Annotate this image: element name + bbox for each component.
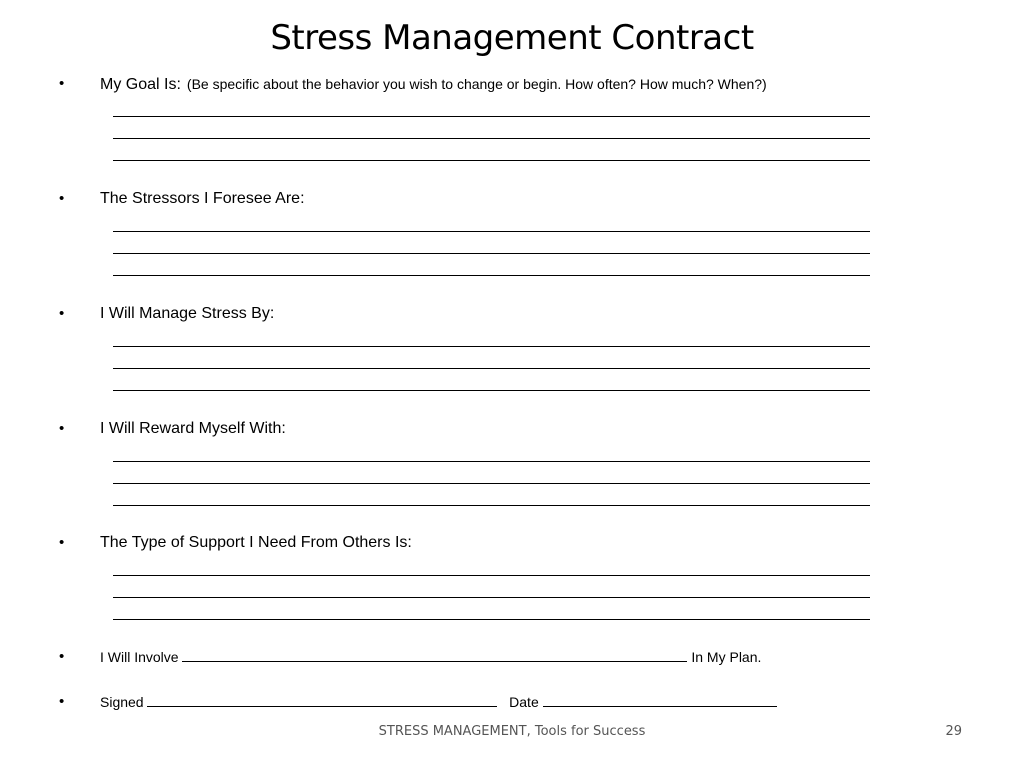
goal-hint: (Be specific about the behavior you wish to change or begin. How often? How much? When?) [186, 76, 767, 92]
support-write-line-2[interactable] [113, 597, 870, 598]
support-write-line-1[interactable] [113, 575, 870, 576]
reward-write-line-1[interactable] [113, 461, 870, 462]
manage-stress-write-line-3[interactable] [113, 390, 870, 391]
support-label: The Type of Support I Need From Others Is: [100, 534, 412, 551]
signed-row [100, 693, 777, 711]
date-label: Date [509, 694, 539, 710]
page-title: Stress Management Contract [270, 18, 754, 58]
bullet: • [59, 305, 65, 322]
reward-write-line-2[interactable] [113, 483, 870, 484]
support-write-line-3[interactable] [113, 619, 870, 620]
stressors-write-line-3[interactable] [113, 275, 870, 276]
manage-stress-label: I Will Manage Stress By: [100, 305, 275, 322]
manage-stress-write-line-2[interactable] [113, 368, 870, 369]
bullet: • [59, 693, 65, 710]
goal-write-line-2[interactable] [113, 138, 870, 139]
bullet: • [59, 75, 65, 92]
signature-blank[interactable] [147, 693, 497, 707]
stressors-write-line-2[interactable] [113, 253, 870, 254]
footer-text: STRESS MANAGEMENT, Tools for Success [378, 724, 646, 739]
involve-prefix: I Will Involve [100, 649, 179, 665]
bullet: • [59, 534, 65, 551]
goal-write-line-1[interactable] [113, 116, 870, 117]
manage-stress-write-line-1[interactable] [113, 346, 870, 347]
stressors-label: The Stressors I Foresee Are: [100, 190, 305, 207]
involve-row [100, 648, 761, 666]
signed-label: Signed [100, 694, 144, 710]
bullet: • [59, 420, 65, 437]
bullet: • [59, 648, 65, 665]
involve-blank[interactable] [182, 648, 687, 662]
reward-write-line-3[interactable] [113, 505, 870, 506]
goal-label: My Goal Is: (Be specific about the behavior you wish to change or begin. How often? How much? When?) [100, 76, 767, 93]
goal-write-line-3[interactable] [113, 160, 870, 161]
page-number: 29 [945, 724, 962, 739]
date-blank[interactable] [543, 693, 777, 707]
bullet: • [59, 190, 65, 207]
stressors-write-line-1[interactable] [113, 231, 870, 232]
reward-label: I Will Reward Myself With: [100, 420, 286, 437]
involve-suffix: In My Plan. [691, 649, 762, 665]
